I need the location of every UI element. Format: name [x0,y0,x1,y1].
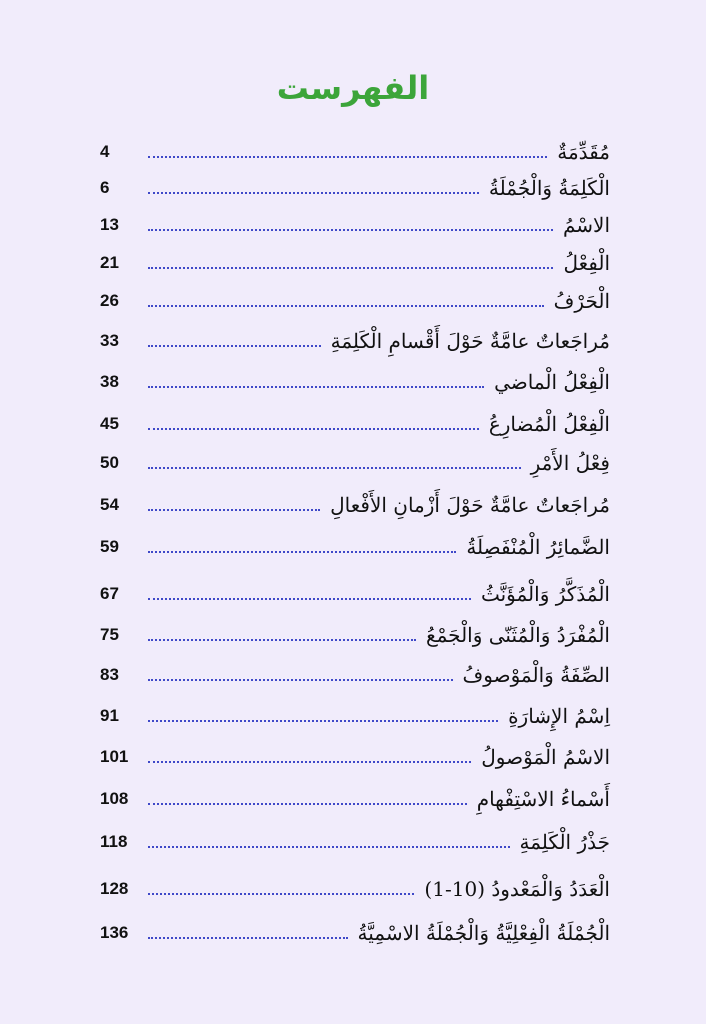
toc-entry[interactable] [100,737,610,777]
toc-entry-page: 50 [100,453,119,472]
toc-entry[interactable] [100,404,610,444]
dot-leader [148,192,479,194]
toc-entry-page: 91 [100,706,119,725]
toc-entry-title: أَسْماءُ الاسْتِفْهامِ [476,787,610,811]
toc-entry-title: جَذْرُ الْكَلِمَةِ [519,830,610,854]
toc-entry[interactable] [100,485,610,525]
toc-entry[interactable] [100,243,610,283]
toc-entry-page: 75 [100,625,119,644]
dot-leader [148,156,547,158]
toc-entry-title: الْجُمْلَةُ الْفِعْلِيَّةُ وَالْجُمْلَةُ الاسْمِيَّةُ [357,921,610,945]
dot-leader [148,761,471,763]
toc-entry-title: الصِّفَةُ وَالْمَوْصوفُ [462,663,610,687]
toc-entry-title: مُراجَعاتٌ عامَّةٌ حَوْلَ أَزْمانِ الأَفْعالِ [330,493,610,517]
toc-entry-title: الْفِعْلُ [563,251,610,275]
toc-entry-title: الْمُفْرَدُ وَالْمُثَنّى وَالْجَمْعُ [425,623,610,647]
dot-leader [148,467,521,469]
dot-leader [148,428,479,430]
dot-leader [148,509,320,511]
toc-entry-page: 4 [100,142,110,161]
dot-leader [148,846,510,848]
toc-entry-title: الاسْمُ [562,213,610,237]
toc-entry-title: مُراجَعاتٌ عامَّةٌ حَوْلَ أَقْسامِ الْكَلِمَةِ [330,329,610,353]
toc-entry-title: الاسْمُ الْمَوْصولُ [481,745,610,769]
dot-leader [148,267,553,269]
toc-entry-page: 59 [100,537,119,556]
toc-entry-page: 13 [100,215,119,234]
toc-entry-page: 136 [100,923,129,942]
dot-leader [148,345,321,347]
dot-leader [148,803,467,805]
dot-leader [148,598,471,600]
toc-entry-page: 38 [100,372,119,391]
toc-entry-title: الْكَلِمَةُ وَالْجُمْلَةُ [488,176,610,200]
toc-entry-page: 21 [100,253,119,272]
toc-entry-title: الْعَدَدُ وَالْمَعْدودُ (10-1) [424,877,610,901]
toc-entry[interactable] [100,321,610,361]
toc-entry-page: 67 [100,584,119,603]
toc-entry-title: الضَّمائِرُ الْمُنْفَصِلَةُ [466,535,610,559]
toc-entry-page: 118 [100,832,128,851]
toc-entry-page: 128 [100,879,129,898]
toc-entry[interactable] [100,527,610,567]
toc-entry-title: مُقَدِّمَةٌ [557,140,610,164]
toc-entry-page: 54 [100,495,119,514]
toc-entry[interactable] [100,869,610,909]
toc-entry-page: 6 [100,178,110,197]
toc-entry[interactable] [100,615,610,655]
toc-entry[interactable] [100,443,610,483]
toc-entry-page: 83 [100,665,119,684]
dot-leader [148,893,414,895]
toc-entry[interactable] [100,168,610,208]
toc-entry[interactable] [100,655,610,695]
toc-entry[interactable] [100,696,610,736]
dot-leader [148,937,348,939]
toc-entry[interactable] [100,574,610,614]
toc-entry[interactable] [100,205,610,245]
toc-entry[interactable] [100,913,610,953]
page-title: الفهرست [276,69,430,107]
toc-entry[interactable] [100,779,610,819]
toc-entry-title: اِسْمُ الإِشارَةِ [508,704,610,728]
toc-entry-page: 33 [100,331,119,350]
dot-leader [148,305,544,307]
dot-leader [148,551,456,553]
toc-entry-page: 101 [100,747,129,766]
dot-leader [148,639,416,641]
toc-entry-title: فِعْلُ الأَمْرِ [530,451,610,475]
toc-entry-title: الْحَرْفُ [553,289,610,313]
toc-entry[interactable] [100,362,610,402]
toc-entry-page: 26 [100,291,119,310]
dot-leader [148,720,498,722]
dot-leader [148,679,453,681]
dot-leader [148,229,553,231]
toc-entry[interactable] [100,822,610,862]
toc-entry-page: 108 [100,789,129,808]
toc-entry-title: الْفِعْلُ الْماضي [494,370,610,394]
toc-entry[interactable] [100,132,610,172]
toc-entry[interactable] [100,281,610,321]
dot-leader [148,386,484,388]
toc-entry-title: الْفِعْلُ الْمُضارِعُ [488,412,610,436]
toc-entry-page: 45 [100,414,119,433]
toc-entry-title: الْمُذَكَّرُ وَالْمُؤَنَّثُ [480,582,610,606]
